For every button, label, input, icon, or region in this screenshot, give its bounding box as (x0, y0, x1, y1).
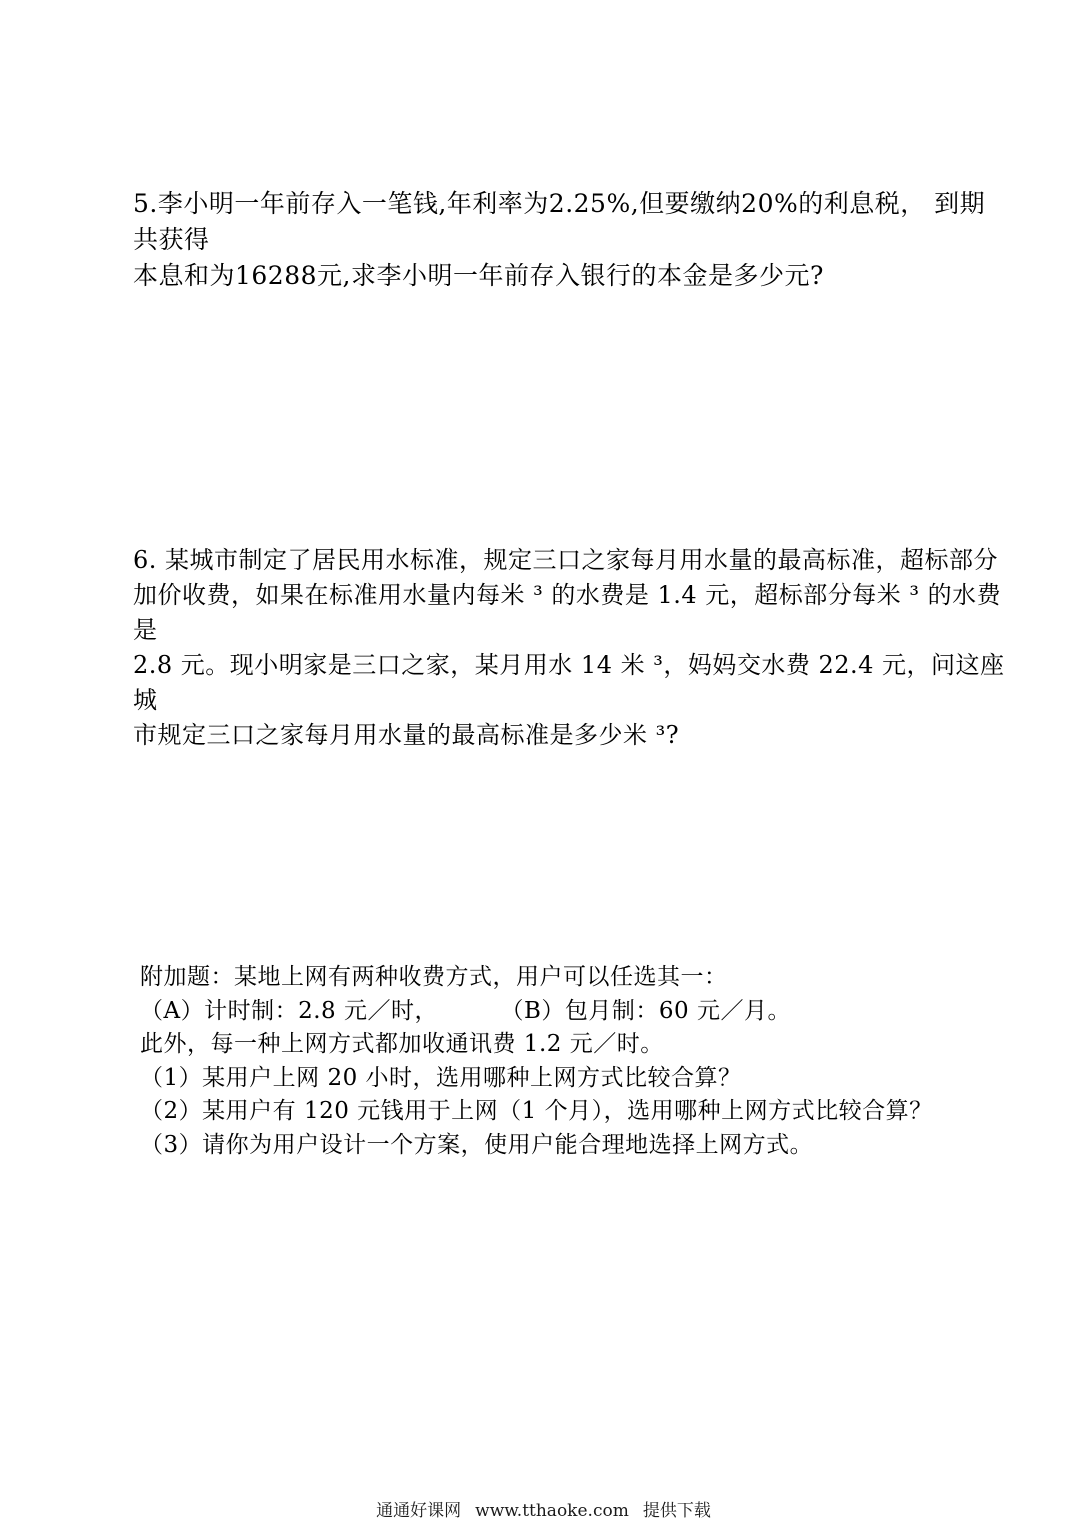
bonus-intro-line: 附加题：某地上网有两种收费方式，用户可以任选其一： (140, 964, 728, 990)
footer-site-name: 通通好课网 (376, 1501, 462, 1521)
bonus-options-line: （A）计时制：2.8 元／时， （B）包月制：60 元／月。 (140, 997, 791, 1024)
question-5-line-2: 本息和为16288元,求李小明一年前存入银行的本金是多少元? (133, 261, 824, 290)
bonus-subquestion-2: （2）某用户有 120 元钱用于上网（1 个月），选用哪种上网方式比较合算？ (140, 1098, 933, 1124)
footer-url: www.tthaoke.com (475, 1501, 629, 1521)
bonus-question (140, 961, 1030, 1162)
bonus-subquestion-3: （3）请你为用户设计一个方案，使用户能合理地选择上网方式。 (140, 1131, 814, 1158)
question-6 (133, 543, 1023, 753)
question-5 (133, 186, 1005, 294)
question-5-line-1: 5.李小明一年前存入一笔钱,年利率为2.25%,但要缴纳20%的利息税， 到期共获得 (133, 189, 986, 254)
footer-watermark (0, 1496, 1087, 1521)
question-6-line-3: 2.8 元。现小明家是三口之家，某月用水 14 米 ³，妈妈交水费 22.4 元，问这座城 (133, 651, 1005, 714)
footer-suffix: 提供下载 (642, 1501, 711, 1521)
bonus-extra-fee-line: 此外，每一种上网方式都加收通讯费 1.2 元／时。 (140, 1031, 664, 1057)
question-6-line-4: 市规定三口之家每月用水量的最高标准是多少米 ³? (133, 721, 680, 749)
question-6-line-1: 6. 某城市制定了居民用水标准，规定三口之家每月用水量的最高标准，超标部分 (133, 546, 999, 574)
question-6-line-2: 加价收费，如果在标准用水量内每米 ³ 的水费是 1.4 元，超标部分每米 ³ 的水费是 (133, 581, 1002, 644)
bonus-subquestion-1: （1）某用户上网 20 小时，选用哪种上网方式比较合算？ (140, 1064, 742, 1091)
